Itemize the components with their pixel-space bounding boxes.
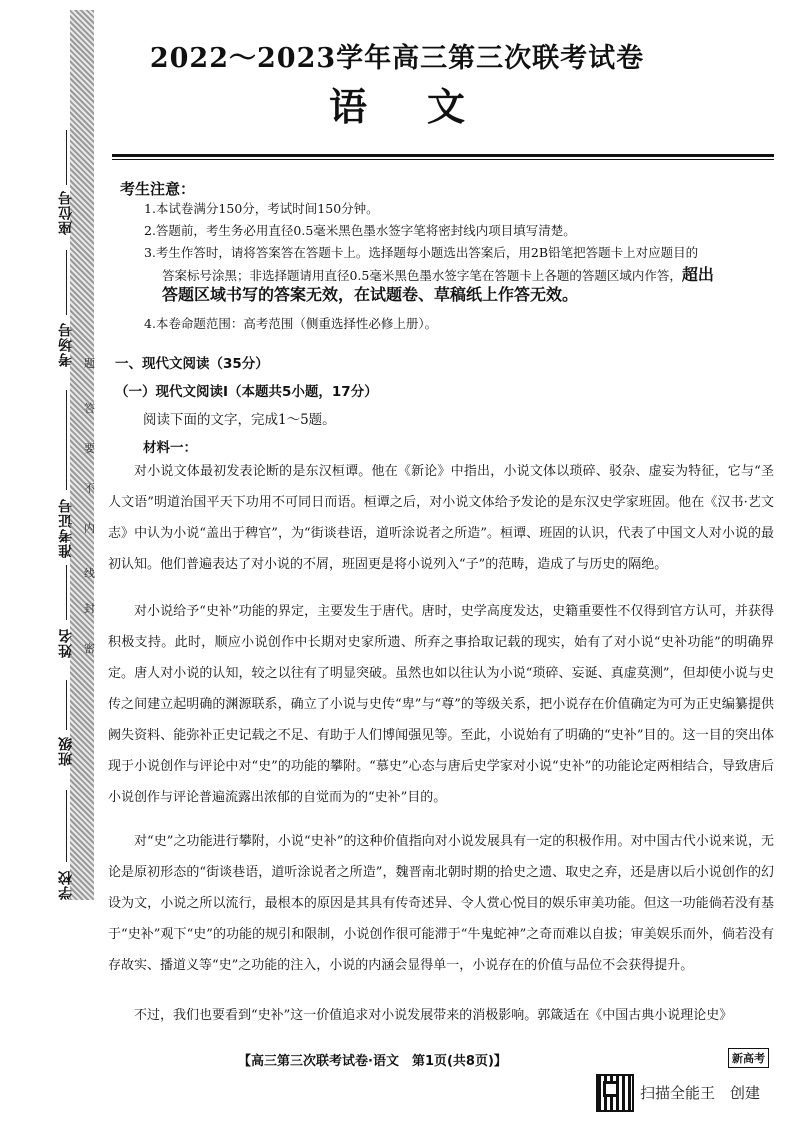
exam-room-line [66,250,67,315]
exam-title: 2022～2023学年高三第三次联考试卷 [149,43,645,74]
section-heading: 一、现代文阅读（35分） [115,356,269,372]
paragraph-3: 对“史”之功能进行攀附，小说“史补”的这种价值指向对小说发展具有一定的积极作用。对中国古代小说来说，无论是原初形态的“街谈巷语，道听涂说者之所造”，魏晋南北朝时期的拾史之遗、取史之弃，还是唐以后小说创作的幻设为文，小说之所以流行，最根本的原因是其具有传奇述异、令人赏心悦目的娱乐审美功能。但这一功能倘若没有基于“史补”观下“史”的功能的规引和限制，小说创作很可能滞于“牛鬼蛇神”之奇而难以自拔；审美娱乐而外，倘若没有存故实、播道义等“史”之功能的注入，小说的内涵会显得单一，小说存在的价值与品位不会获得提升。 [108,834,774,973]
seal-char: 要 [84,442,95,455]
seal-char: 线 [84,567,95,580]
subsection-heading: （一）现代文阅读Ⅰ（本题共5小题，17分） [115,384,378,400]
ticket-number-label: 准考证号 [58,498,74,558]
seat-number-line [66,130,67,185]
reading-instruction: 阅读下面的文字，完成1～5题。 [143,412,336,428]
notice-item-3-line-1: 3.考生作答时，请将答案答在答题卡上。选择题每小题选出答案后，用2B铅笔把答题卡上对应题目的 [144,245,699,260]
notice-item-1: 1.本试卷满分150分，考试时间150分钟。 [144,201,379,216]
notice-item-3-emphasis: 超出 [681,265,714,284]
ticket-number-line [66,390,67,490]
class-label: 班级 [58,736,74,766]
seal-char: 不 [84,482,95,495]
notice-item-3 [144,242,774,264]
school-line [66,790,67,862]
seal-char: 题 [84,357,95,370]
paragraph-1: 对小说文体最初发表论断的是东汉桓谭。他在《新论》中指出，小说文体以琐碎、驳杂、虚妄为特征，它与“圣人文语”明道治国平天下功用不可同日而语。桓谭之后，对小说文体给予发论的是东汉史学家班固。他在《汉书·艺文志》中认为小说“盖出于稗官”，为“街谈巷语，道听涂说者之所造”。桓谭、班固的认识，代表了中国文人对小说的最初认知。他们普遍表达了对小说的不屑，班固更是将小说列入“子”的范畴，造成了与历史的隔绝。 [108,464,774,572]
page-footer: 【高三第三次联考试卷·语文 第1页(共8页)】 [238,1054,507,1069]
name-line [66,565,67,620]
edition-badge: 新高考 [728,1048,769,1068]
qr-code-icon [596,1074,634,1112]
seal-char: 封 [84,602,95,615]
notice-item-3-line-2: 答案标号涂黑；非选择题请用直径0.5毫米黑色墨水签字笔在答题卡上各题的答题区域内作答， [162,268,682,283]
header-rule-thin [112,159,774,160]
paragraph-4: 不过，我们也要看到“史补”这一价值追求对小说发展带来的消极影响。郭箴适在《中国古典小说理论史》 [134,1008,733,1023]
notice-item-4: 4.本卷命题范围：高考范围（侧重选择性必修上册）。 [144,316,438,331]
seal-char: 答 [84,402,95,415]
school-label: 学校 [58,870,74,900]
notice-heading: 考生注意： [120,180,196,198]
name-label: 姓名 [58,628,74,658]
notice-item-3-emphasis-line: 答题区域书写的答案无效，在试题卷、草稿纸上作答无效。 [162,285,579,304]
seal-char: 密 [84,642,95,655]
scanner-watermark: 扫描全能王 创建 [640,1084,761,1102]
class-line [66,680,67,730]
seal-char: 内 [84,522,95,535]
header-rule-thick [112,154,774,157]
notice-item-2: 2.答题前，考生务必用直径0.5毫米黑色墨水签字笔将密封线内项目填写清楚。 [144,223,576,238]
material-label: 材料一： [143,440,197,456]
exam-room-label: 考场号 [58,322,74,367]
paragraph-2: 对小说给予“史补”功能的界定，主要发生于唐代。唐时，史学高度发达，史籍重要性不仅得到官方认可，并获得积极支持。此时，顺应小说创作中长期对史家所遗、所弃之事拾取记载的现实，始有了对小说“史补功能”的明确界定。唐人对小说的认知，较之以往有了明显突破。虽然也如以往认为小说“琐碎、妄诞、真虚莫测”，但却使小说与史传之间建立起明确的渊源联系，确立了小说与史传“卑”与“尊”的等级关系，把小说存在价值确定为可为正史编纂提供阙失资料、能弥补正史记载之不足、有助于人们博闻强见等。至此，小说始有了明确的“史补”目的。这一目的突出体现于小说创作与评论中对“史”的功能的攀附。“慕史”心态与唐后史学家对小说“史补”的功能论定两相结合，导致唐后小说创作与评论普遍流露出浓郁的自觉而为的“史补”目的。 [108,604,774,805]
seat-number-label: 座位号 [58,190,74,235]
subject-title: 语文 [328,84,525,129]
